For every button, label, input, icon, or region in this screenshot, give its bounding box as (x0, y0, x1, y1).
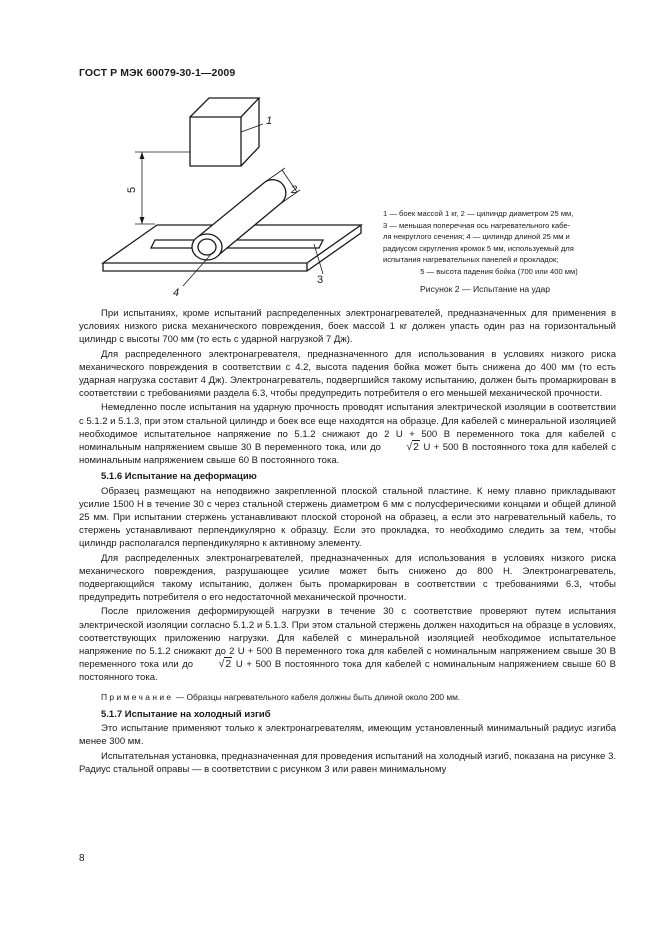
label-3: 3 (317, 274, 324, 286)
legend-line: 3 — меньшая поперечная ось нагревательного кабе- (383, 220, 571, 230)
impact-test-figure (95, 90, 380, 305)
note-label: Примечание (101, 691, 174, 702)
label-5: 5 (126, 186, 138, 193)
heating-cable (151, 240, 323, 248)
label-1: 1 (266, 115, 273, 127)
section-heading-5-1-6: 5.1.6 Испытание на деформацию (101, 471, 257, 483)
cylinder-end (192, 234, 222, 260)
document-header: ГОСТ Р МЭК 60079-30-1—2009 (79, 67, 236, 79)
paragraph: Это испытание применяют только к электронагревателям, имеющим установленный минимальный радиус изгиба менее 300 мм. (79, 723, 616, 748)
paragraph: Образец размещают на неподвижно закрепленной плоской стальной пластине. К нему плавно прикладывают усилие 1500 Н в течение 30 с через стальной стержень диаметром 6 мм с полусферическими концами и общей длиной 25 мм. При испытании стержень устанавливают плоской стороной на образец, а если это нагревательный кабель, то стержень устанавливают перпендикулярно к образцу. Если это прокладка, то необходимо следить за тем, чтобы цилиндр располагался перпендикулярно к активному элементу. (79, 485, 616, 550)
section-heading-5-1-7: 5.1.7 Испытание на холодный изгиб (101, 708, 271, 720)
page-number: 8 (79, 853, 85, 864)
legend-line: 1 — боек массой 1 кг, 2 — цилиндр диаметром 25 мм, (383, 209, 574, 218)
hammer-cube (190, 117, 241, 166)
sqrt-symbol: √2 (218, 658, 232, 671)
body-text (79, 307, 616, 777)
paragraph-text: После приложения деформирующей нагрузки в течение 30 с соответствие проверяют путем испытания электрической изоляции согласно 5.1.2 и 5.1.3. При этом стальной стержень должен находиться на образце в условиях, соответствующих приложению нагрузки. Для кабелей с минеральной изоляцией необходимое испытательное напряжение по 5.1.2 снижают до 2 U + 500 В переменного тока для кабелей с номинальным напряжением свыше 30 В переменного тока или до (79, 606, 616, 671)
figure-legend (383, 208, 615, 278)
hammer-cube-top (190, 98, 259, 117)
sqrt-radicand: 2 (225, 658, 232, 671)
legend-line: испытания нагревательных панелей и прокладок; (383, 255, 559, 265)
paragraph-text: Немедленно после испытания на ударную прочность проводят испытания электрической изоляции в соответствии с 5.1.2 и 5.1.3, при этом стальной цилиндр и боек все еще находятся на образце. Для кабелей с минеральной изоляцией необходимое испытательное напряжение по 5.1.2 снижают до 2 U + 500 В переменного тока для кабелей с номинальным напряжением свыше 30 В переменного тока, или до (79, 402, 616, 454)
legend-line: ля некруглого сечения; 4 — цилиндр длиной 25 мм и (383, 232, 570, 242)
paragraph-text: U + 500 В постоянного тока для кабелей с номинальным напряжением свыше 60 В постоянного тока. (79, 442, 616, 467)
legend-line: 5 — высота падения бойка (700 или 400 мм) (420, 266, 578, 276)
paragraph: Испытательная установка, предназначенная для проведения испытаний на холодный изгиб, показана на рисунке 3. Радиус стальной оправы — в соответствии с рисунком 3 или равен минимальному (79, 750, 616, 775)
paragraph: Для распределенных электронагревателей, предназначенных для использования в условиях низкого риска механического повреждения, разрушающее усилие может быть снижено до 800 Н. Электронагреватель, подвергающийся такому испытанию, должен быть промаркирован в соответствии с требованиями 6.3, чтобы предупредить потребителя о его недостаточной механической прочности. (79, 552, 616, 604)
paragraph-text: U + 500 В постоянного тока для кабелей с номинальным напряжением свыше 60 В постоянного тока. (79, 659, 616, 684)
paragraph (79, 605, 616, 684)
note-text: — Образцы нагревательного кабеля должны быть длиной около 200 мм. (173, 691, 461, 702)
figure-caption: Рисунок 2 — Испытание на удар (420, 284, 551, 294)
sqrt-radicand: 2 (413, 441, 419, 454)
note (79, 691, 616, 704)
paragraph: Для распределенного электронагревателя, предназначенного для использования в условиях низкого риска механического повреждения в соответствии с 4.2, высота падения бойка может быть снижена до 400 мм (то есть ударная нагрузка составит 4 Дж). Электронагреватель, подвергшийся такому испытанию, должен быть промаркирован в соответствии с требованиями раздела 6.3, чтобы предупредить потребителя о его меньшей механической прочности. (79, 348, 616, 400)
paragraph (79, 401, 616, 467)
paragraph: При испытаниях, кроме испытаний распределенных электронагревателей, предназначенных для применения в условиях низкого риска механического повреждения, боек массой 1 кг должен упасть один раз на горизонтальный цилиндр с высоты 700 мм (то есть с ударной нагрузкой 7 Дж). (79, 308, 616, 346)
legend-line: радиусом скругления кромок 5 мм, используемый для (383, 243, 574, 253)
label-4: 4 (173, 287, 180, 299)
label-2: 2 (291, 184, 298, 196)
sqrt-symbol: √2 (406, 441, 419, 454)
